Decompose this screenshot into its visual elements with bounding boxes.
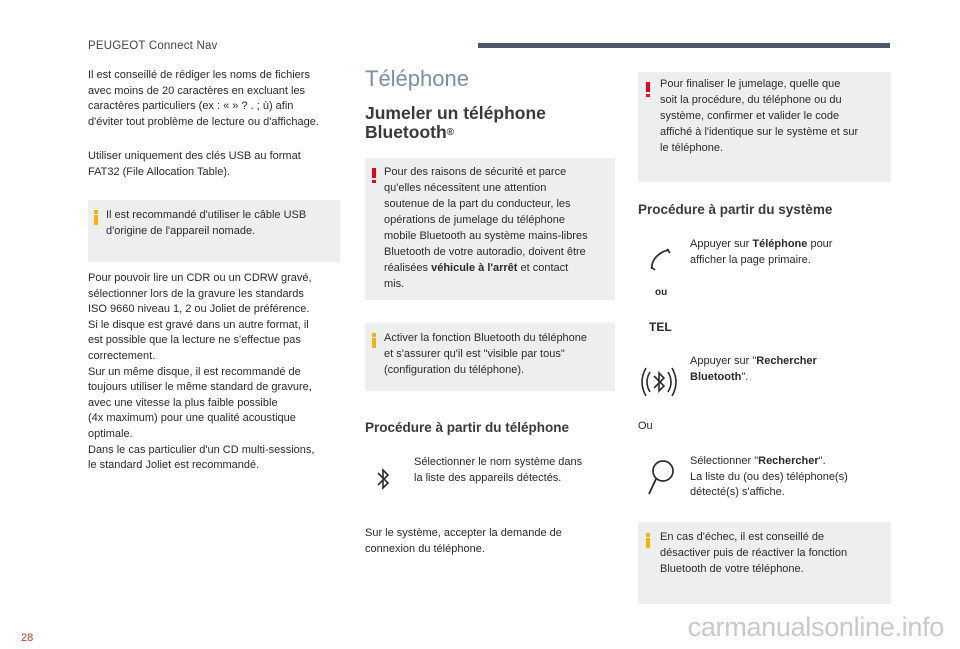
text-span: Appuyer sur " (690, 355, 757, 367)
text-line: afficher la page primaire. (690, 253, 811, 266)
text-line: Pour finaliser le jumelage, quelle que (660, 78, 841, 90)
text-line: le standard Joliet est recommandé. (88, 459, 260, 472)
text-span: et contact (517, 262, 569, 274)
heading-line (365, 123, 546, 142)
text-bold: Rechercher (758, 455, 819, 467)
text-line: caractères particuliers (ex : « » ? . ; ù) afin (88, 100, 294, 113)
text-line: est possible que la lecture ne s'effectue pas (88, 334, 301, 347)
text-line: d'éviter tout problème de lecture ou d'affichage. (88, 115, 319, 128)
phone-handset-icon (648, 247, 674, 273)
text-line: toujours utiliser le même standard de gravure, (88, 381, 312, 394)
text-bold: Bluetooth (690, 370, 742, 383)
phone-step-1 (414, 455, 614, 486)
text-line: la liste des appareils détectés. (414, 471, 562, 484)
text-span: ". (741, 370, 749, 383)
text-span: Appuyer sur (690, 238, 753, 250)
col1-info-box (88, 200, 340, 262)
text-line: En cas d'échec, il est conseillé de (660, 531, 825, 543)
page-number: 28 (21, 632, 34, 644)
text-line: Pour pouvoir lire un CDR ou un CDRW gravé, (88, 272, 312, 284)
text-line: Il est recommandé d'utiliser le câble USB (106, 209, 307, 221)
ou-label: ou (655, 287, 668, 298)
text-bold: Téléphone (752, 238, 808, 250)
heading-system-procedure: Procédure à partir du système (638, 202, 833, 217)
text-line: soutenue de la part du conducteur, les (384, 198, 571, 210)
text-line (384, 261, 568, 277)
ou-text: Ou (638, 420, 653, 432)
text-line: (4x maximum) pour une qualité acoustique (88, 412, 296, 425)
info-icon (646, 533, 650, 547)
watermark: carmanualsonline.info (687, 612, 944, 642)
text-span: ". (818, 455, 826, 467)
text-line: Il est conseillé de rédiger les noms de fichiers (88, 69, 310, 81)
page-header-title: PEUGEOT Connect Nav (88, 40, 218, 52)
system-step-1 (690, 237, 890, 268)
text-line: mis. (384, 278, 405, 290)
text-line: Sur un même disque, il est recommandé de (88, 365, 301, 378)
col2-info-box (365, 323, 615, 391)
text-line: Sélectionner le nom système dans (414, 456, 583, 468)
text-span: Sélectionner " (690, 455, 759, 467)
text-line: détecté(s) s'affiche. (690, 486, 785, 499)
col2-warning-box (365, 158, 615, 300)
text-line: opérations de jumelage du téléphone (384, 214, 566, 226)
text-line (690, 454, 890, 470)
col2-paragraph-end (365, 526, 615, 557)
text-line: soit la procédure, du téléphone ou du (660, 94, 842, 106)
col1-paragraph-3 (88, 271, 350, 474)
tel-label: TEL (649, 320, 672, 334)
text-bold: véhicule à l'arrêt (431, 262, 518, 274)
text-line: Bluetooth de votre autoradio, doivent être (384, 246, 586, 258)
registered-mark: ® (446, 127, 455, 138)
header-bar (478, 43, 890, 48)
heading-line: Jumeler un téléphone (365, 103, 546, 123)
text-line: avec moins de 20 caractères en excluant les (88, 84, 306, 97)
bluetooth-icon (376, 466, 390, 492)
col3-info-box (638, 522, 891, 604)
text-line: affiché à l'identique sur le système et sur (660, 126, 859, 138)
heading-text: Bluetooth (365, 122, 447, 142)
col1-paragraph-2 (88, 149, 348, 180)
warning-icon (646, 82, 650, 96)
col1-paragraph-1 (88, 68, 348, 130)
bluetooth-search-icon (641, 362, 677, 402)
text-line: ISO 9660 niveau 1, 2 ou Joliet de préférence. (88, 303, 310, 316)
text-line: La liste du (ou des) téléphone(s) (690, 470, 848, 483)
text-line: Sur le système, accepter la demande de (365, 527, 562, 539)
info-icon (372, 333, 376, 347)
text-line: Si le disque est gravé dans un autre format, il (88, 318, 309, 331)
text-line: Bluetooth de votre téléphone. (660, 563, 804, 575)
text-line: sélectionner lors de la gravure les standards (88, 287, 304, 300)
text-line: correctement. (88, 349, 156, 362)
text-line (690, 354, 890, 370)
text-line: d'origine de l'appareil nomade. (106, 225, 256, 237)
text-bold: Rechercher (756, 355, 817, 367)
section-title: Téléphone (365, 66, 469, 91)
text-line: Pour des raisons de sécurité et parce (384, 166, 567, 178)
text-line: désactiver puis de réactiver la fonction (660, 547, 848, 559)
text-line: le téléphone. (660, 142, 723, 154)
text-line: Activer la fonction Bluetooth du téléphone (384, 332, 588, 344)
text-line: connexion du téléphone. (365, 542, 485, 555)
text-span: pour (807, 238, 833, 250)
text-line: et s'assurer qu'il est "visible par tous" (384, 348, 565, 360)
info-icon (94, 210, 98, 224)
col3-warning-box (638, 72, 891, 182)
text-line (690, 370, 890, 386)
text-span: réalisées (384, 262, 432, 274)
heading-pair-bluetooth (365, 104, 546, 142)
text-line: optimale. (88, 427, 133, 440)
heading-phone-procedure: Procédure à partir du téléphone (365, 420, 570, 435)
text-line: avec une vitesse la plus faible possible (88, 396, 278, 409)
text-line: système, confirmer et valider le code (660, 110, 840, 122)
system-step-2 (690, 354, 890, 385)
text-line: Utiliser uniquement des clés USB au format (88, 150, 301, 162)
text-line: qu'elles nécessitent une attention (384, 182, 547, 194)
warning-icon (372, 168, 376, 182)
text-line: mobile Bluetooth au système mains-libres (384, 230, 588, 242)
text-line: FAT32 (File Allocation Table). (88, 165, 231, 178)
text-line: (configuration du téléphone). (384, 364, 525, 376)
text-line: Dans le cas particulier d'un CD multi-sessions, (88, 443, 315, 456)
text-line (690, 237, 890, 253)
search-icon (645, 458, 677, 498)
system-step-3 (690, 454, 890, 501)
